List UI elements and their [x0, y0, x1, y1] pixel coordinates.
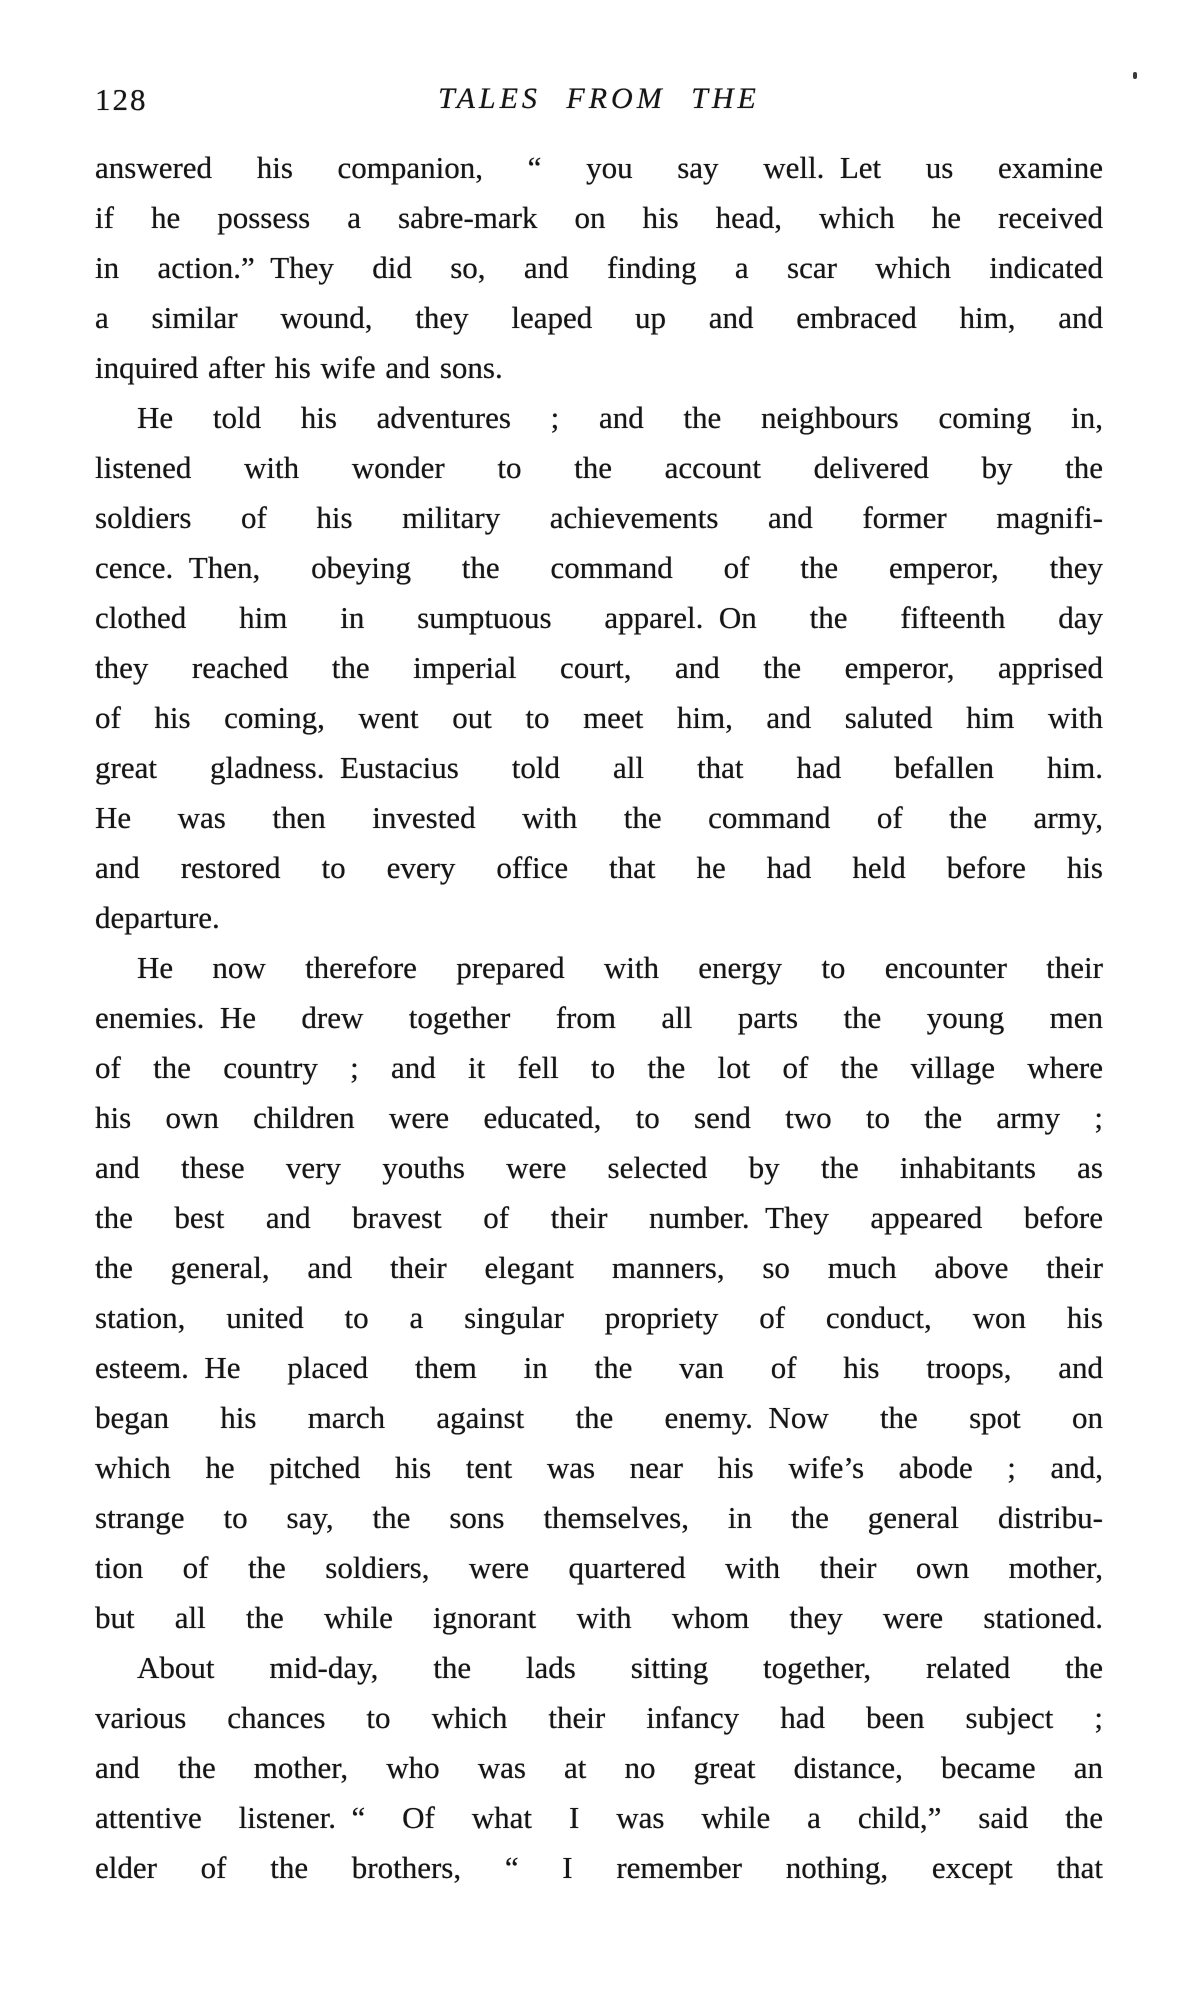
text-line: great gladness. Eustacius told all that had befallen him. — [95, 750, 1103, 785]
text-line: the general, and their elegant manners, so much above their — [95, 1250, 1103, 1285]
text-line: the best and bravest of their number. They appeared before — [95, 1200, 1103, 1235]
text-line: and these very youths were selected by the inhabitants as — [95, 1150, 1103, 1185]
text-line: esteem. He placed them in the van of his troops, and — [95, 1350, 1103, 1385]
text-line: they reached the imperial court, and the emperor, apprised — [95, 650, 1103, 685]
page-header — [95, 82, 1103, 124]
text-line: tion of the soldiers, were quartered with their own mother, — [95, 1550, 1103, 1585]
text-line: and restored to every office that he had held before his — [95, 850, 1103, 885]
page-number: 128 — [95, 82, 148, 117]
body-text — [95, 143, 1103, 1893]
text-line: of the country ; and it fell to the lot of the village where — [95, 1050, 1103, 1085]
text-line: his own children were educated, to send two to the army ; — [95, 1100, 1103, 1135]
text-line: if he possess a sabre-mark on his head, which he received — [95, 200, 1103, 235]
text-line: strange to say, the sons themselves, in the general distribu- — [95, 1500, 1103, 1535]
text-line: but all the while ignorant with whom they were stationed. — [95, 1600, 1103, 1635]
text-line: elder of the brothers, “ I remember nothing, except that — [95, 1850, 1103, 1885]
text-line: which he pitched his tent was near his wife’s abode ; and, — [95, 1450, 1103, 1485]
text-line: answered his companion, “ you say well. Let us examine — [95, 150, 1103, 185]
text-line: clothed him in sumptuous apparel. On the fifteenth day — [95, 600, 1103, 635]
text-line: attentive listener. “ Of what I was while a child,” said the — [95, 1800, 1103, 1835]
text-line: He told his adventures ; and the neighbours coming in, — [137, 400, 1103, 435]
text-line: inquired after his wife and sons. — [95, 350, 503, 385]
text-line: He now therefore prepared with energy to encounter their — [137, 950, 1103, 985]
running-title: TALES FROM THE — [438, 82, 760, 115]
text-line: soldiers of his military achievements and former magnifi- — [95, 500, 1103, 535]
ink-speck — [1133, 72, 1137, 79]
text-line: a similar wound, they leaped up and embraced him, and — [95, 300, 1103, 335]
text-line: of his coming, went out to meet him, and saluted him with — [95, 700, 1103, 735]
text-line: various chances to which their infancy had been subject ; — [95, 1700, 1103, 1735]
text-line: listened with wonder to the account delivered by the — [95, 450, 1103, 485]
text-line: departure. — [95, 900, 220, 935]
text-line: and the mother, who was at no great distance, became an — [95, 1750, 1103, 1785]
text-line: cence. Then, obeying the command of the emperor, they — [95, 550, 1103, 585]
text-line: in action.” They did so, and finding a scar which indicated — [95, 250, 1103, 285]
text-line: enemies. He drew together from all parts the young men — [95, 1000, 1103, 1035]
text-line: About mid-day, the lads sitting together, related the — [137, 1650, 1103, 1685]
text-line: He was then invested with the command of the army, — [95, 800, 1103, 835]
text-line: station, united to a singular propriety of conduct, won his — [95, 1300, 1103, 1335]
text-line: began his march against the enemy. Now the spot on — [95, 1400, 1103, 1435]
